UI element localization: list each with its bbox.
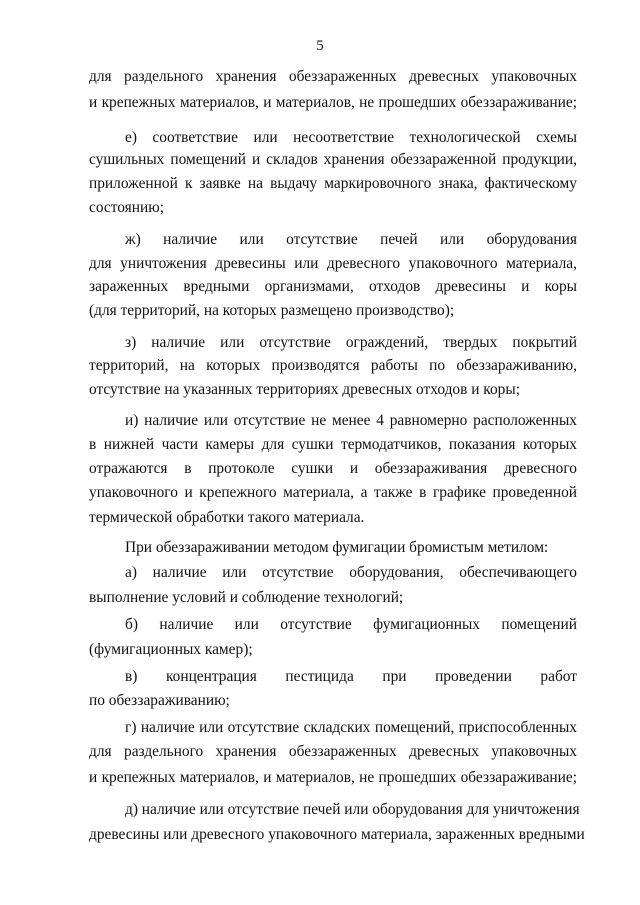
text-line: При обеззараживании методом фумигации бромистым метилом: — [125, 539, 549, 556]
text-line: и крепежных материалов, и материалов, не прошедших обеззараживание; — [89, 769, 577, 786]
text-line: б) наличие или отсутствие фумигационных помещений — [125, 616, 577, 633]
text-line: е) соответствие или несоответствие технологической схемы — [125, 129, 577, 146]
text-line: выполнение условий и соблюдение технологий; — [89, 589, 404, 606]
text-line: в) концентрация пестицида при проведении работ — [125, 668, 577, 685]
text-line: древесины или древесного упаковочного материала, зараженных вредными — [89, 826, 585, 843]
text-line: ж) наличие или отсутствие печей или оборудования — [125, 231, 577, 248]
text-line: в нижней части камеры для сушки термодатчиков, показания которых — [89, 436, 577, 453]
text-line: и крепежных материалов, и материалов, не прошедших обеззараживание; — [89, 94, 577, 111]
text-line: для раздельного хранения обеззараженных древесных упаковочных — [89, 68, 577, 85]
text-line: сушильных помещений и складов хранения обеззараженной продукции, — [89, 151, 577, 168]
text-line: д) наличие или отсутствие печей или оборудования для уничтожения — [125, 801, 580, 818]
text-line: а) наличие или отсутствие оборудования, обеспечивающего — [125, 564, 577, 581]
text-line: упаковочного и крепежного материала, а также в графике проведенной — [89, 484, 577, 501]
text-line: зараженных вредными организмами, отходов древесины и коры — [89, 278, 577, 295]
text-line: отражаются в протоколе сушки и обеззараживания древесного — [89, 460, 577, 477]
text-line: (фумигационных камер); — [89, 641, 253, 658]
text-line: (для территорий, на которых размещено производство); — [89, 302, 455, 319]
text-line: з) наличие или отсутствие ограждений, твердых покрытий — [125, 334, 577, 351]
text-line: и) наличие или отсутствие не менее 4 равномерно расположенных — [125, 412, 577, 429]
text-line: по обеззараживанию; — [89, 692, 230, 709]
text-line: термической обработки такого материала. — [89, 509, 365, 526]
text-line: территорий, на которых производятся работы по обеззараживанию, — [89, 357, 577, 374]
text-line: г) наличие или отсутствие складских помещений, приспособленных — [125, 719, 577, 736]
page-number: 5 — [316, 38, 324, 54]
text-line: отсутствие на указанных территориях древесных отходов и коры; — [89, 381, 520, 398]
text-line: для раздельного хранения обеззараженных древесных упаковочных — [89, 743, 577, 760]
text-line: состоянию; — [89, 199, 164, 216]
text-line: для уничтожения древесины или древесного упаковочного материала, — [89, 255, 577, 272]
text-line: приложенной к заявке на выдачу маркировочного знака, фактическому — [89, 175, 577, 192]
